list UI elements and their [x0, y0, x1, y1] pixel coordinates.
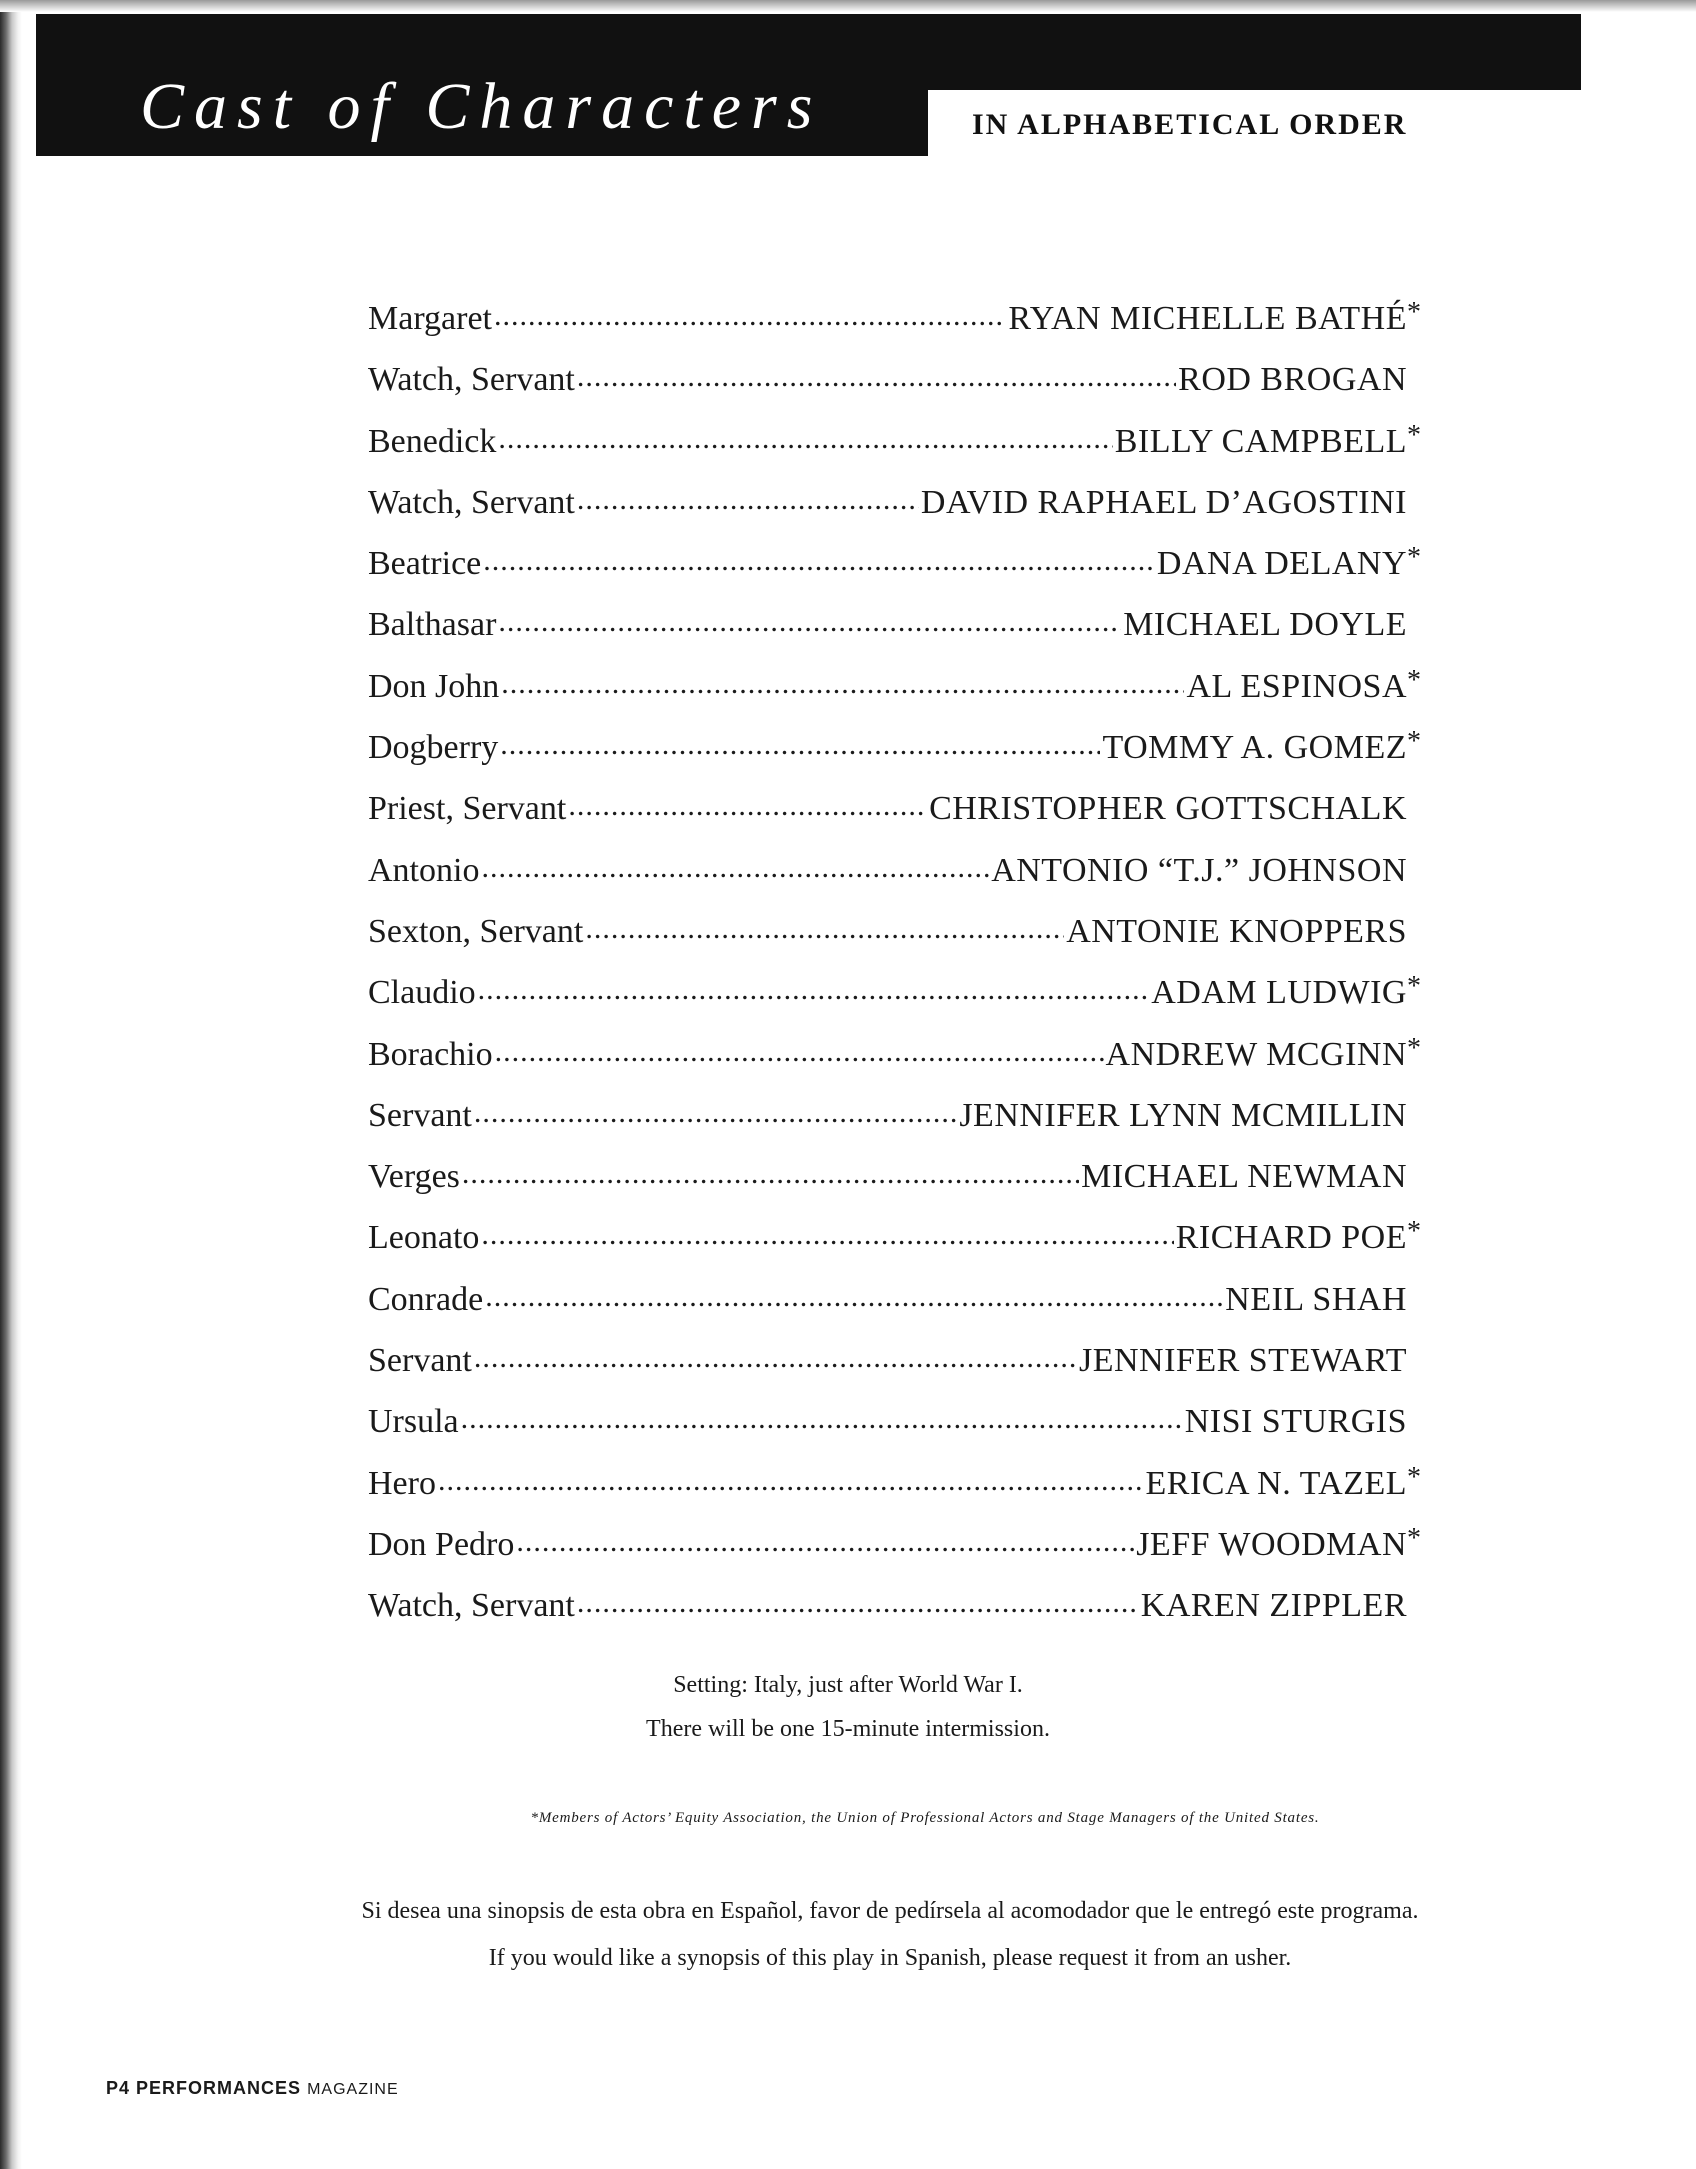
cast-role: Conrade: [368, 1280, 484, 1318]
cast-row: [368, 1276, 1425, 1337]
cast-actor: JENNIFER LYNN MCMILLIN: [959, 1096, 1407, 1134]
cast-role: Priest, Servant: [368, 790, 567, 828]
cast-row: [368, 1398, 1425, 1459]
equity-asterisk: *: [1407, 726, 1421, 758]
cast-actor: BILLY CAMPBELL: [1114, 422, 1407, 460]
dot-leader: [438, 1460, 1144, 1494]
cast-role: Leonato: [368, 1219, 480, 1257]
cast-role: Claudio: [368, 974, 476, 1012]
cast-row: [368, 540, 1425, 601]
cast-row: [368, 663, 1425, 724]
english-synopsis-note: If you would like a synopsis of this play in Spanish, please request it from an usher.: [488, 1945, 1292, 1971]
cast-row: [368, 1214, 1425, 1275]
cast-role: Sexton, Servant: [368, 912, 584, 950]
cast-row: [368, 1153, 1425, 1214]
equity-asterisk: *: [1407, 1216, 1421, 1248]
dot-leader: [568, 785, 927, 819]
cast-actor: ANDREW MCGINN: [1105, 1035, 1407, 1073]
cast-role: Watch, Servant: [368, 361, 575, 399]
equity-asterisk: *: [1407, 542, 1421, 574]
cast-row: [368, 418, 1425, 479]
cast-row: [368, 1460, 1425, 1521]
setting-line: Setting: Italy, just after World War I.: [673, 1672, 1023, 1698]
equity-asterisk: *: [1407, 1032, 1421, 1064]
dot-leader: [498, 418, 1112, 452]
dot-leader: [500, 724, 1100, 758]
dot-leader: [577, 1582, 1139, 1616]
cast-row: [368, 847, 1425, 908]
cast-actor: RYAN MICHELLE BATHÉ: [1008, 300, 1407, 337]
dot-leader: [585, 908, 1064, 942]
page-subtitle: IN ALPHABETICAL ORDER: [972, 108, 1408, 141]
cast-actor: KAREN ZIPPLER: [1140, 1587, 1407, 1625]
cast-row: [368, 1092, 1425, 1153]
page-footer: [106, 2078, 399, 2099]
cast-row: [368, 785, 1425, 846]
dot-leader: [516, 1521, 1134, 1555]
cast-row: [368, 1582, 1425, 1643]
cast-list: [368, 295, 1425, 1644]
cast-role: Servant: [368, 1096, 472, 1134]
cast-row: [368, 479, 1425, 540]
cast-role: Benedick: [368, 422, 497, 460]
page-number: P4: [106, 2078, 131, 2098]
cast-actor: MICHAEL DOYLE: [1123, 606, 1407, 644]
equity-asterisk: *: [1407, 971, 1421, 1003]
cast-actor: TOMMY A. GOMEZ: [1102, 729, 1407, 767]
cast-role: Borachio: [368, 1035, 493, 1073]
cast-row: [368, 1337, 1425, 1398]
cast-actor: MICHAEL NEWMAN: [1081, 1158, 1407, 1196]
cast-actor: ANTONIO “T.J.” JOHNSON: [991, 851, 1407, 889]
page-title: Cast of Characters: [140, 70, 823, 143]
cast-actor: ANTONIE KNOPPERS: [1066, 912, 1407, 950]
dot-leader: [474, 1337, 1077, 1371]
page-binding-edge: [0, 0, 22, 2169]
dot-leader: [485, 1276, 1223, 1310]
cast-row: [368, 908, 1425, 969]
dot-leader: [577, 479, 919, 513]
cast-role: Margaret: [368, 300, 492, 337]
cast-actor: RICHARD POE: [1175, 1219, 1407, 1257]
equity-asterisk: *: [1407, 1461, 1421, 1493]
dot-leader: [577, 356, 1176, 390]
cast-role: Verges: [368, 1158, 460, 1196]
dot-leader: [501, 663, 1184, 697]
dot-leader: [483, 540, 1155, 574]
dot-leader: [462, 1153, 1079, 1187]
cast-actor: JEFF WOODMAN: [1136, 1525, 1407, 1563]
cast-role: Watch, Servant: [368, 1587, 575, 1625]
intermission-line: There will be one 15-minute intermission.: [646, 1716, 1050, 1742]
cast-row: [368, 295, 1425, 356]
cast-row: [368, 356, 1425, 417]
cast-actor: AL ESPINOSA: [1186, 667, 1407, 705]
equity-asterisk: *: [1407, 1522, 1421, 1554]
cast-actor: DANA DELANY: [1156, 545, 1407, 583]
cast-row: [368, 601, 1425, 662]
spanish-synopsis-note: Si desea una sinopsis de esta obra en Español, favor de pedírsela al acomodador que le entregó este programa.: [361, 1898, 1419, 1924]
publication-suffix: MAGAZINE: [307, 2081, 399, 2098]
dot-leader: [495, 1031, 1104, 1065]
cast-actor: CHRISTOPHER GOTTSCHALK: [929, 790, 1407, 828]
cast-role: Don Pedro: [368, 1525, 515, 1563]
cast-actor: ROD BROGAN: [1178, 361, 1407, 399]
cast-role: Antonio: [368, 851, 480, 889]
equity-asterisk: *: [1407, 664, 1421, 696]
dot-leader: [481, 1214, 1173, 1248]
cast-row: [368, 1031, 1425, 1092]
cast-actor: DAVID RAPHAEL D’AGOSTINI: [920, 483, 1407, 521]
cast-actor: JENNIFER STEWART: [1078, 1342, 1407, 1380]
dot-leader: [474, 1092, 957, 1126]
dot-leader: [498, 601, 1121, 635]
equity-footnote: *Members of Actors’ Equity Association, the Union of Professional Actors and Stage Managers of the United States.: [530, 1810, 1320, 1826]
cast-role: Don John: [368, 667, 500, 705]
cast-actor: NISI STURGIS: [1184, 1403, 1407, 1441]
cast-row: [368, 1521, 1425, 1582]
page-top-edge: [0, 0, 1696, 12]
dot-leader: [494, 295, 1006, 329]
equity-asterisk: *: [1407, 419, 1421, 451]
dot-leader: [478, 969, 1150, 1003]
cast-row: [368, 724, 1425, 785]
cast-actor: ADAM LUDWIG: [1151, 974, 1407, 1012]
cast-actor: ERICA N. TAZEL: [1145, 1464, 1407, 1502]
cast-role: Watch, Servant: [368, 483, 575, 521]
cast-role: Ursula: [368, 1403, 459, 1441]
cast-row: [368, 969, 1425, 1030]
dot-leader: [461, 1398, 1183, 1432]
cast-actor: NEIL SHAH: [1225, 1280, 1407, 1318]
equity-asterisk: *: [1407, 297, 1421, 328]
cast-role: Dogberry: [368, 729, 499, 767]
publication-name: PERFORMANCES: [136, 2078, 302, 2098]
cast-role: Servant: [368, 1342, 472, 1380]
cast-role: Hero: [368, 1464, 436, 1502]
dot-leader: [481, 847, 989, 881]
cast-role: Beatrice: [368, 545, 482, 583]
cast-role: Balthasar: [368, 606, 497, 644]
